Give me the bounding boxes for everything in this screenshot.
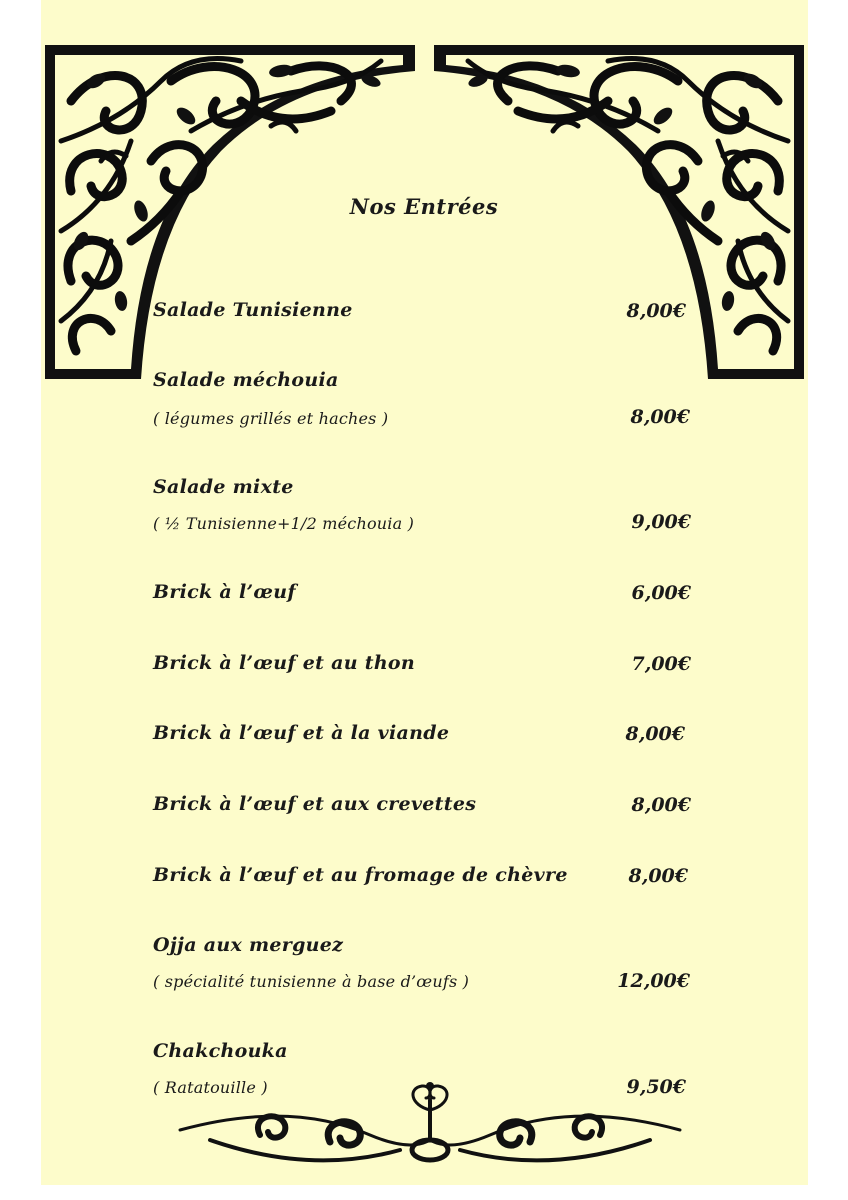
- menu-item-price: 8,00€: [631, 794, 691, 816]
- menu-item-description: ( Ratatouille ): [153, 1078, 268, 1097]
- menu-item-description: ( légumes grillés et haches ): [153, 409, 389, 428]
- menu-item-name: Salade Tunisienne: [153, 299, 353, 321]
- menu-item-name: Chakchouka: [153, 1040, 288, 1062]
- menu-item-description: ( ½ Tunisienne+1/2 méchouia ): [153, 514, 415, 533]
- menu-item-price: 8,00€: [630, 406, 690, 428]
- menu-item-description: ( spécialité tunisienne à base d’œufs ): [153, 972, 470, 991]
- menu-item-name: Brick à l’œuf et à la viande: [153, 722, 450, 744]
- menu-item-price: 6,00€: [631, 582, 691, 604]
- menu-item-name: Brick à l’œuf: [153, 581, 296, 603]
- menu-item-price: 12,00€: [617, 970, 690, 992]
- menu-item-price: 9,00€: [631, 511, 691, 533]
- menu-item-name: Ojja aux merguez: [153, 934, 344, 956]
- scroll-divider-ornament: [170, 1080, 690, 1180]
- menu-item-price: 8,00€: [626, 300, 686, 322]
- menu-item-name: Salade méchouia: [153, 369, 339, 391]
- menu-item-name: Brick à l’œuf et au fromage de chèvre: [153, 864, 568, 886]
- menu-title: Nos Entrées: [349, 194, 499, 219]
- menu-item-name: Salade mixte: [153, 476, 294, 498]
- menu-item-price: 8,00€: [628, 865, 688, 887]
- menu-item-price: 9,50€: [626, 1076, 686, 1098]
- menu-item-price: 7,00€: [631, 653, 691, 675]
- menu-item-price: 8,00€: [625, 723, 685, 745]
- menu-item-name: Brick à l’œuf et au thon: [153, 652, 416, 674]
- menu-item-name: Brick à l’œuf et aux crevettes: [153, 793, 477, 815]
